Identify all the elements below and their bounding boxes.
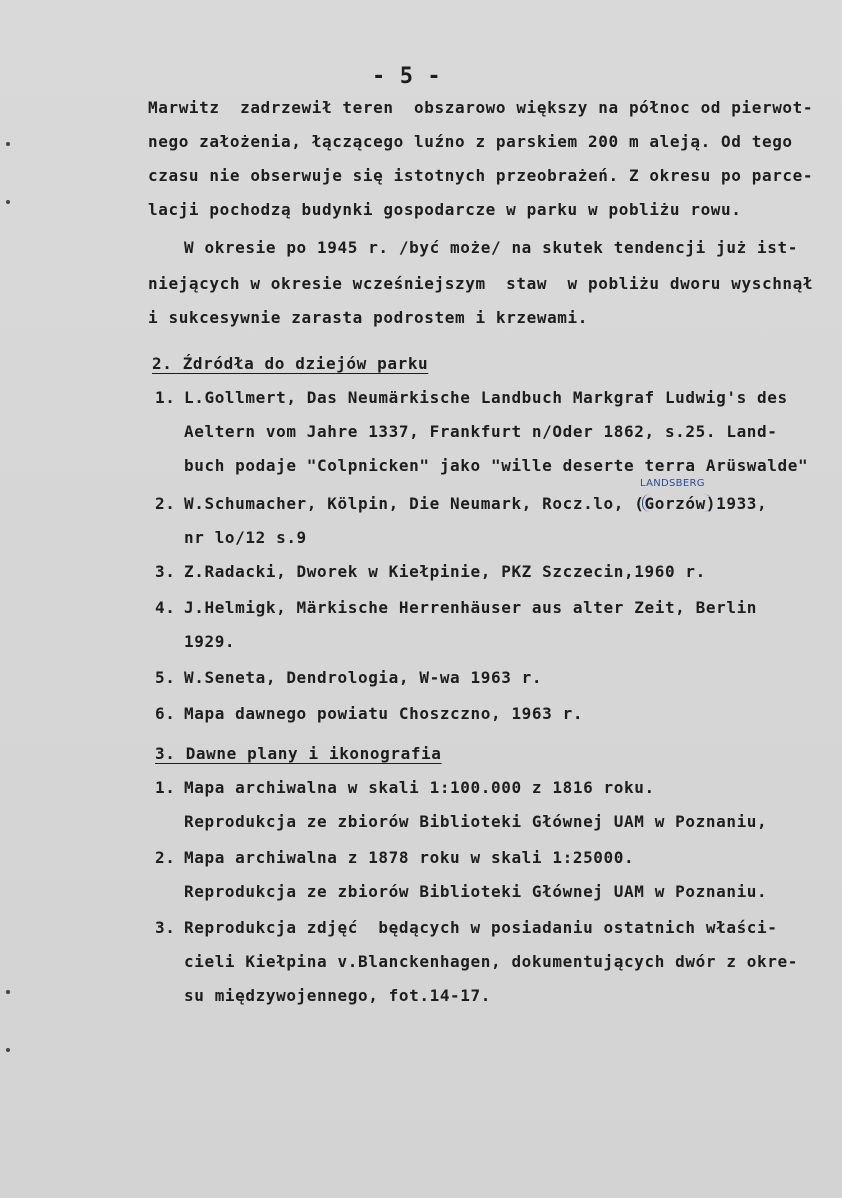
- list-item-line: 1929.: [184, 632, 236, 651]
- list-number: 4.: [155, 598, 176, 617]
- list-item-line: cieli Kiełpina v.Blanckenhagen, dokumentujących dwór z okre-: [184, 952, 798, 971]
- list-number: 6.: [155, 704, 176, 723]
- list-number: 2.: [155, 494, 176, 513]
- paragraph-line: i sukcesywnie zarasta podrostem i krzewami.: [148, 308, 589, 327]
- punch-hole-mark: [6, 200, 10, 204]
- list-item-line: Reprodukcja ze zbiorów Biblioteki Głównej UAM w Poznaniu.: [184, 882, 768, 901]
- list-item-line: nr lo/12 s.9: [184, 528, 307, 547]
- list-item-line: L.Gollmert, Das Neumärkische Landbuch Markgraf Ludwig's des: [184, 388, 788, 407]
- list-item-line: Z.Radacki, Dworek w Kiełpinie, PKZ Szczecin,1960 r.: [184, 562, 706, 581]
- list-number: 1.: [155, 778, 176, 797]
- list-item-line: W.Seneta, Dendrologia, W-wa 1963 r.: [184, 668, 543, 687]
- punch-hole-mark: [6, 990, 10, 994]
- paragraph-line: nego założenia, łączącego luźno z parskiem 200 m aleją. Od tego: [148, 132, 793, 151]
- list-item-line: Reprodukcja zdjęć będących w posiadaniu ostatnich właści-: [184, 918, 778, 937]
- list-number: 3.: [155, 562, 176, 581]
- section-heading: 2. Źdródła do dziejów parku: [152, 354, 429, 373]
- handwritten-annotation: LANDSBERG: [640, 478, 705, 489]
- list-item-line: Mapa dawnego powiatu Choszczno, 1963 r.: [184, 704, 584, 723]
- list-number: 3.: [155, 918, 176, 937]
- punch-hole-mark: [6, 142, 10, 146]
- paragraph-line: lacji pochodzą budynki gospodarcze w parku w pobliżu rowu.: [148, 200, 742, 219]
- paragraph-line: Marwitz zadrzewił teren obszarowo większy na północ od pierwot-: [148, 98, 814, 117]
- punch-hole-mark: [6, 1048, 10, 1052]
- list-number: 2.: [155, 848, 176, 867]
- list-item-line: J.Helmigk, Märkische Herrenhäuser aus alter Zeit, Berlin: [184, 598, 758, 617]
- paragraph-line: W okresie po 1945 r. /być może/ na skutek tendencji już ist-: [184, 238, 798, 257]
- list-item-line: Reprodukcja ze zbiorów Biblioteki Głównej UAM w Poznaniu,: [184, 812, 768, 831]
- list-number: 1.: [155, 388, 176, 407]
- list-item-line: buch podaje "Colpnicken" jako "wille deserte terra Arüswalde": [184, 456, 809, 475]
- paragraph-line: czasu nie obserwuje się istotnych przeobrażeń. Z okresu po parce-: [148, 166, 814, 185]
- list-item-line: su międzywojennego, fot.14-17.: [184, 986, 491, 1005]
- section-heading: 3. Dawne plany i ikonografia: [155, 744, 442, 763]
- list-item-line: W.Schumacher, Kölpin, Die Neumark, Rocz.lo, (Gorzów)1933,: [184, 494, 768, 513]
- list-item-line: Mapa archiwalna w skali 1:100.000 z 1816 roku.: [184, 778, 655, 797]
- list-number: 5.: [155, 668, 176, 687]
- paragraph-line: niejących w okresie wcześniejszym staw w pobliżu dworu wyschnął: [148, 274, 814, 293]
- list-item-line: Aeltern vom Jahre 1337, Frankfurt n/Oder 1862, s.25. Land-: [184, 422, 778, 441]
- list-item-line: Mapa archiwalna z 1878 roku w skali 1:25000.: [184, 848, 635, 867]
- page-number: - 5 -: [372, 64, 442, 89]
